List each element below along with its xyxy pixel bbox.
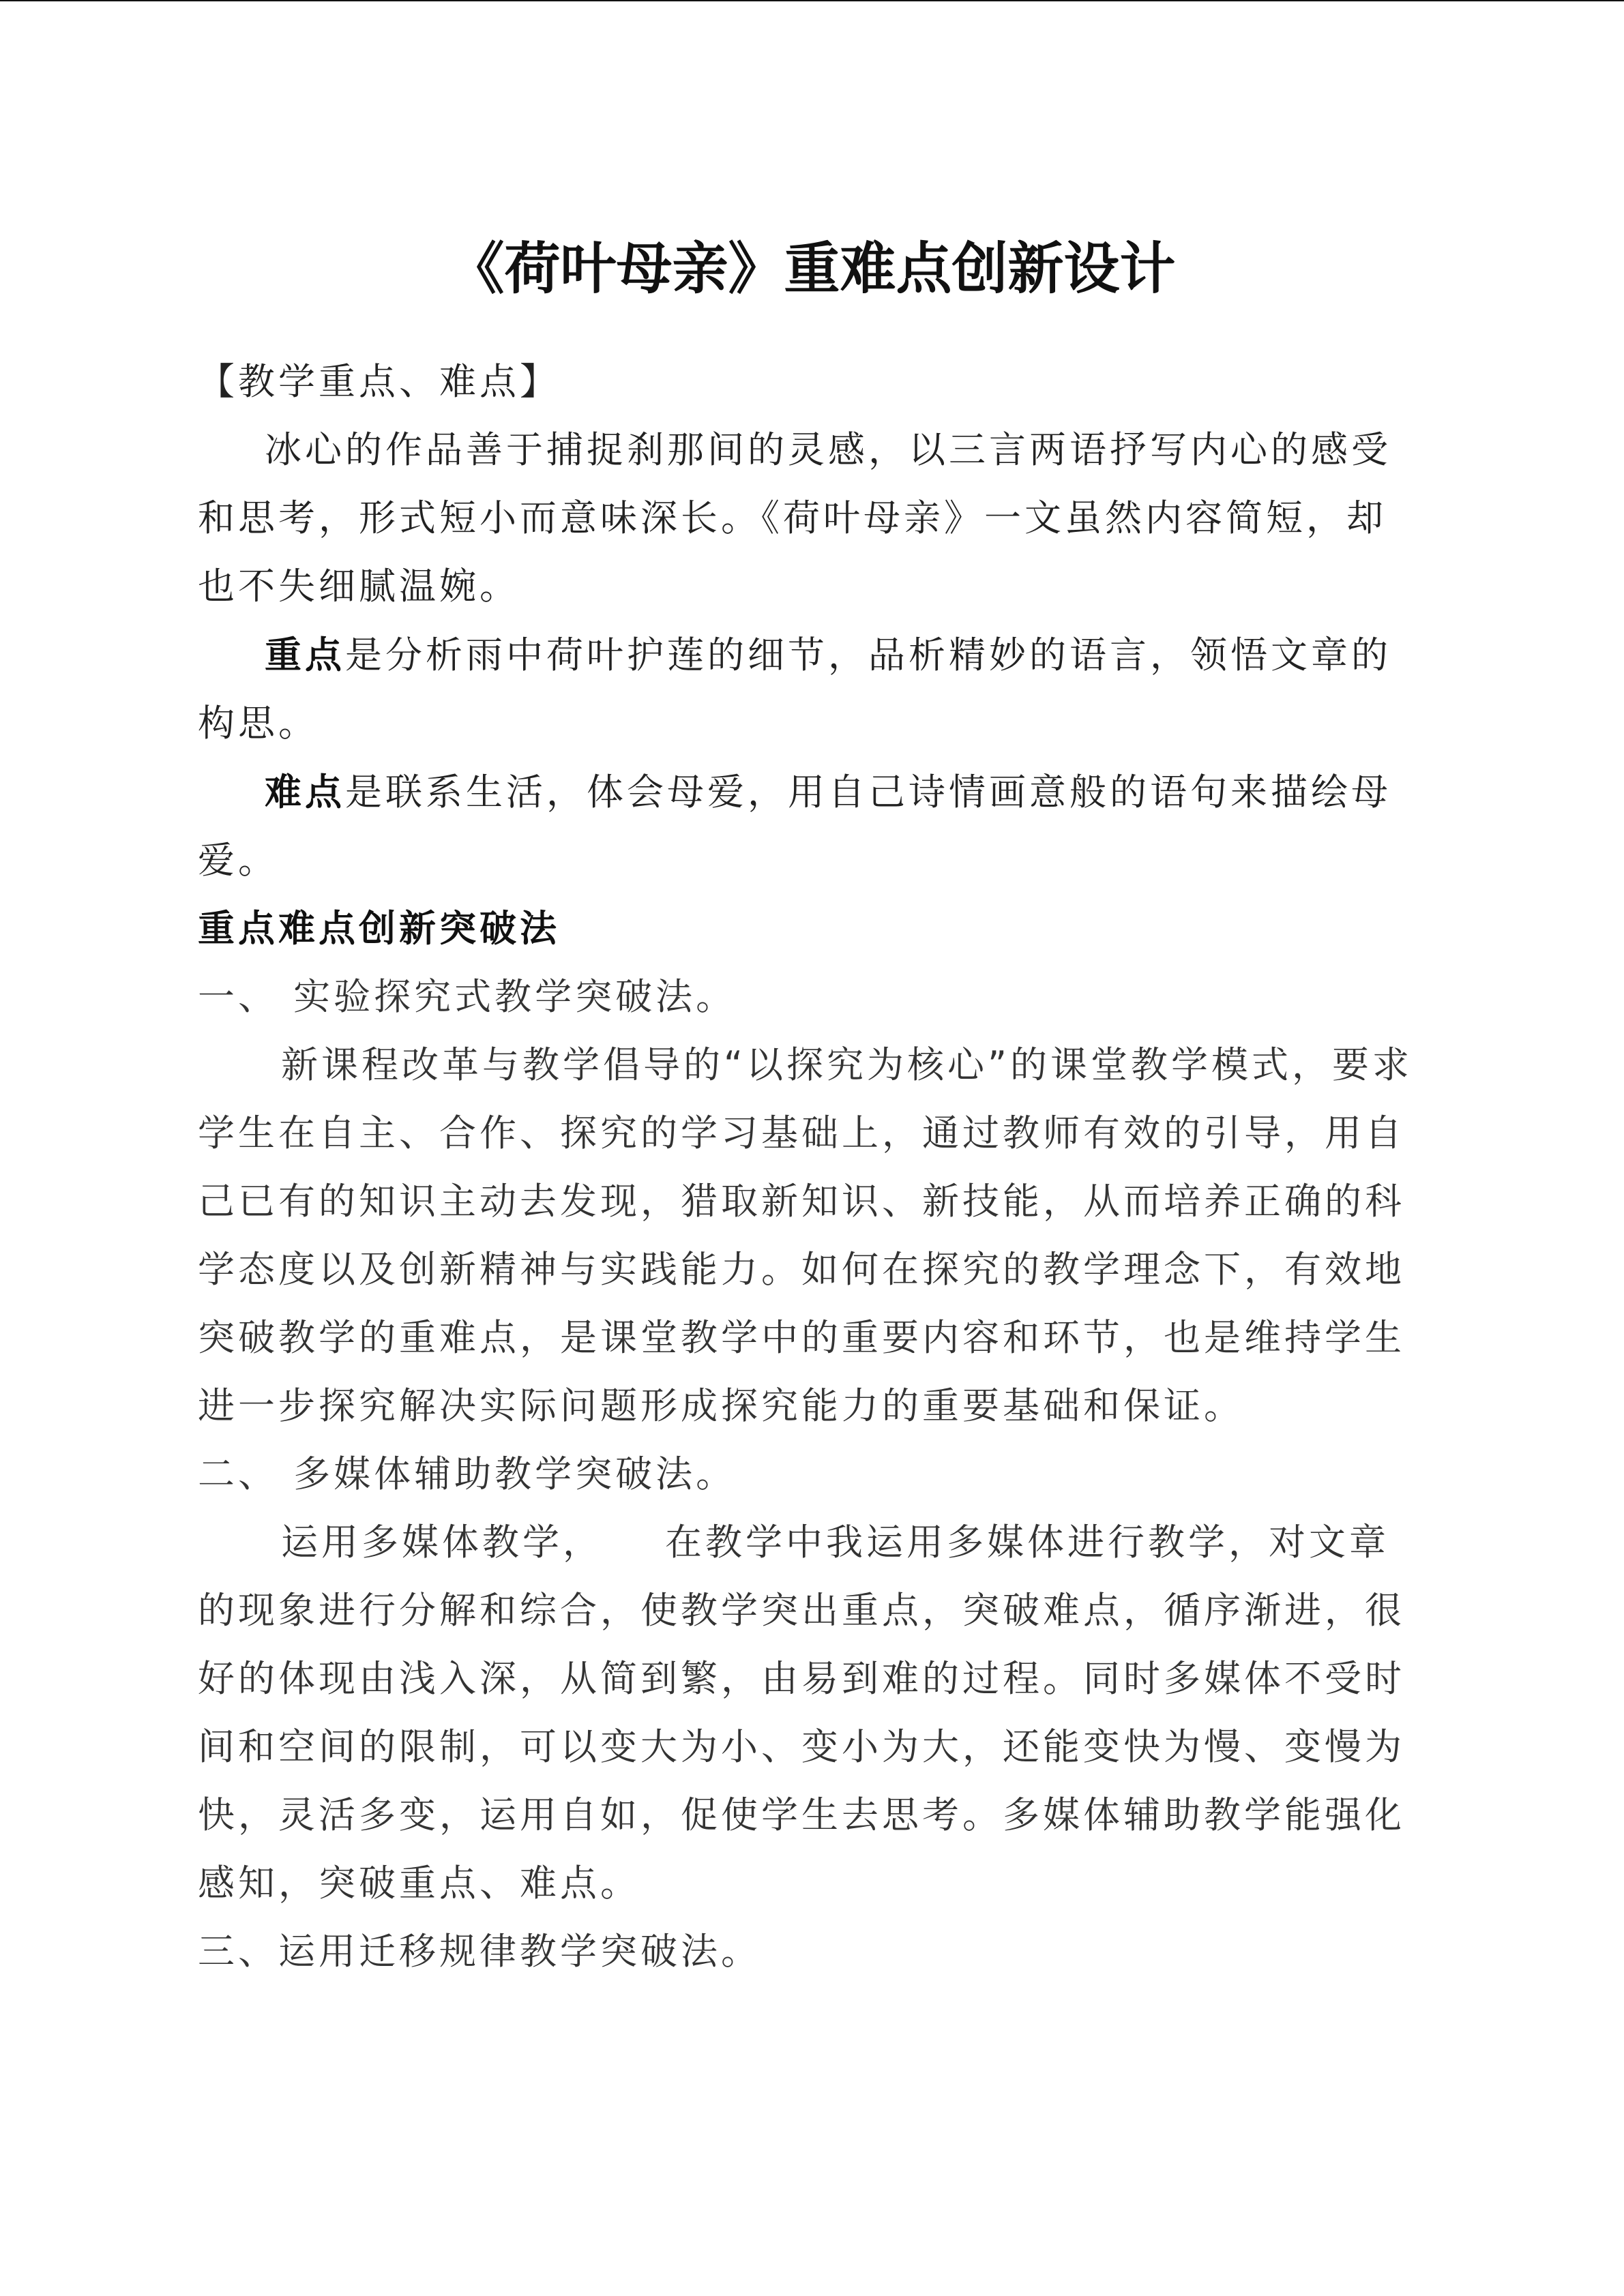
intro-paragraph: 冰心的作品善于捕捉刹那间的灵感，以三言两语抒写内心的感受和思考，形式短小而意味深长。《荷叶母亲》一文虽然内容简短，却也不失细腻温婉。 [198,428,1391,608]
key-point-text: 是分析雨中荷叶护莲的细节，品析精妙的语言，领悟文章的构思。 [198,633,1391,745]
document-body [198,348,1426,1986]
difficult-point-paragraph [198,758,1426,895]
key-point-label: 重点 [265,633,345,676]
page-top-border [0,0,1624,1]
method2-body: 运用多媒体教学， 在教学中我运用多媒体进行教学，对文章的现象进行分解和综合，使教学突出重点，突破难点，循序渐进，很好的体现由浅入深，从简到繁，由易到难的过程。同时多媒体不受时间和空间的限制，可以变大为小、变小为大，还能变快为慢、变慢为快，灵活多变，运用自如，促使学生去思考。多媒体辅助教学能强化感知，突破重点、难点。 [198,1521,1405,1905]
method1-heading: 一、 实验探究式教学突破法。 [198,975,737,1018]
key-point-paragraph [198,621,1426,758]
section-heading: 【教学重点、难点】 [198,360,560,403]
method3-heading: 三、运用迁移规律教学突破法。 [198,1930,761,1973]
difficult-point-label: 难点 [265,770,345,814]
methods-heading: 重点难点创新突破法 [198,907,560,950]
method2-heading: 二、 多媒体辅助教学突破法。 [198,1452,737,1495]
document-title: 《荷叶母亲》重难点创新设计 [448,236,1176,301]
method1-body: 新课程改革与教学倡导的“以探究为核心”的课堂教学模式，要求学生在自主、合作、探究的学习基础上，通过教师有效的引导，用自己已有的知识主动去发现，猎取新知识、新技能，从而培养正确的科学态度以及创新精神与实践能力。如何在探究的教学理念下，有效地突破教学的重难点，是课堂教学中的重要内容和环节，也是维持学生进一步探究解决实际问题形成探究能力的重要基础和保证。 [198,1043,1413,1427]
difficult-point-text: 是联系生活，体会母爱，用自己诗情画意般的语句来描绘母爱。 [198,771,1391,882]
